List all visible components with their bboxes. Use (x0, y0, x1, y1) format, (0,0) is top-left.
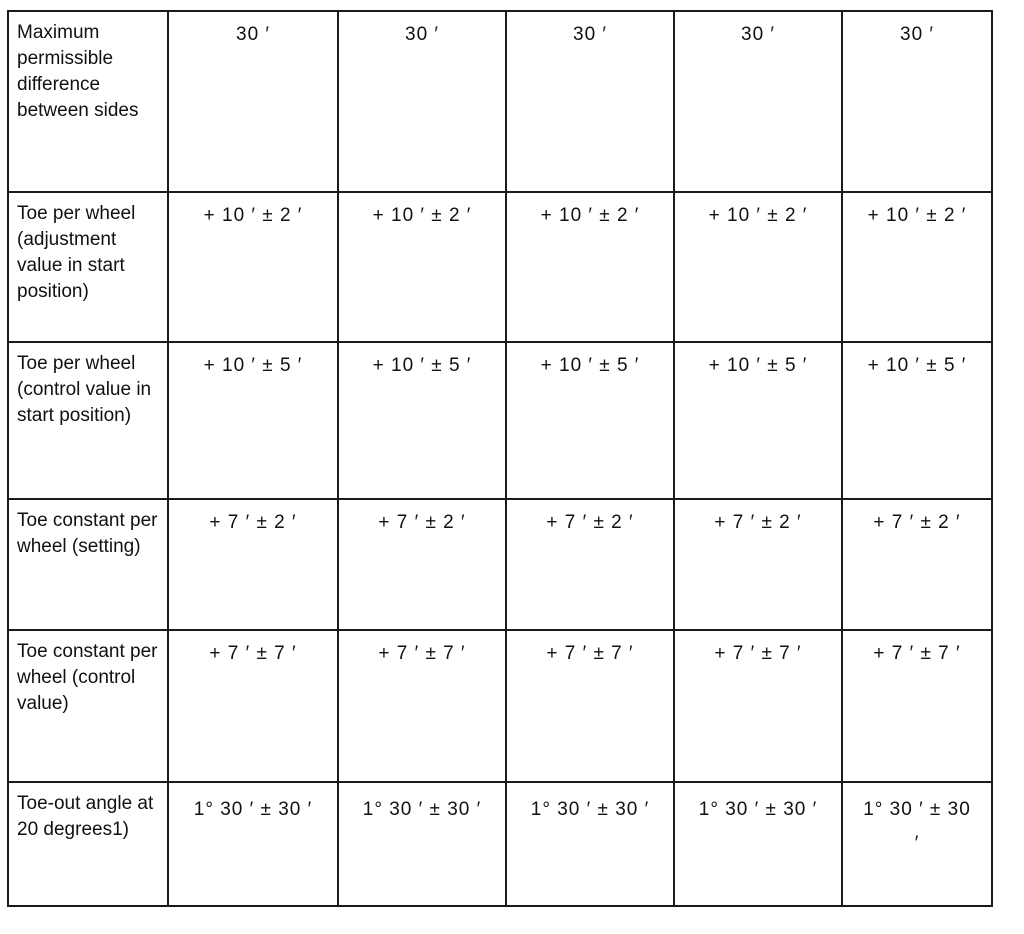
table-cell: 1° 30 ′ ± 30 ′ (674, 782, 842, 906)
row-label: Maximum permissible difference between sides (8, 11, 168, 192)
table-cell: + 7 ′ ± 7 ′ (842, 630, 992, 782)
table-cell: + 10 ′ ± 5 ′ (842, 342, 992, 499)
table-cell: 30 ′ (168, 11, 338, 192)
table-row (8, 630, 992, 782)
table-cell: 30 ′ (674, 11, 842, 192)
table-cell: + 10 ′ ± 2 ′ (842, 192, 992, 342)
table-cell: + 7 ′ ± 2 ′ (842, 499, 992, 630)
row-label: Toe constant per wheel (control value) (8, 630, 168, 782)
table-cell: + 10 ′ ± 2 ′ (506, 192, 674, 342)
row-label: Toe per wheel (adjustment value in start position) (8, 192, 168, 342)
specification-table (7, 10, 993, 907)
table-cell: + 10 ′ ± 5 ′ (338, 342, 506, 499)
table-cell: + 7 ′ ± 7 ′ (674, 630, 842, 782)
table-row (8, 192, 992, 342)
table-cell: 30 ′ (338, 11, 506, 192)
table-cell: + 10 ′ ± 2 ′ (674, 192, 842, 342)
table-cell: + 10 ′ ± 5 ′ (506, 342, 674, 499)
table-cell: + 10 ′ ± 2 ′ (168, 192, 338, 342)
row-label: Toe constant per wheel (setting) (8, 499, 168, 630)
row-label: Toe per wheel (control value in start position) (8, 342, 168, 499)
table-cell: + 7 ′ ± 2 ′ (338, 499, 506, 630)
table-row (8, 342, 992, 499)
table-row (8, 782, 992, 906)
table-row (8, 499, 992, 630)
table-cell: 30 ′ (842, 11, 992, 192)
table-cell: + 7 ′ ± 7 ′ (168, 630, 338, 782)
row-label: Toe-out angle at 20 degrees1) (8, 782, 168, 906)
table-cell: + 7 ′ ± 7 ′ (506, 630, 674, 782)
table-cell: + 7 ′ ± 7 ′ (338, 630, 506, 782)
table-cell: + 7 ′ ± 2 ′ (506, 499, 674, 630)
table-row (8, 11, 992, 192)
table-cell: 1° 30 ′ ± 30 ′ (842, 782, 992, 906)
table-cell: + 7 ′ ± 2 ′ (674, 499, 842, 630)
table-cell: 1° 30 ′ ± 30 ′ (168, 782, 338, 906)
table-cell: + 7 ′ ± 2 ′ (168, 499, 338, 630)
table-cell: 1° 30 ′ ± 30 ′ (506, 782, 674, 906)
table-cell: 1° 30 ′ ± 30 ′ (338, 782, 506, 906)
table-cell: + 10 ′ ± 2 ′ (338, 192, 506, 342)
table-cell: 30 ′ (506, 11, 674, 192)
table-cell: + 10 ′ ± 5 ′ (674, 342, 842, 499)
table-cell: + 10 ′ ± 5 ′ (168, 342, 338, 499)
